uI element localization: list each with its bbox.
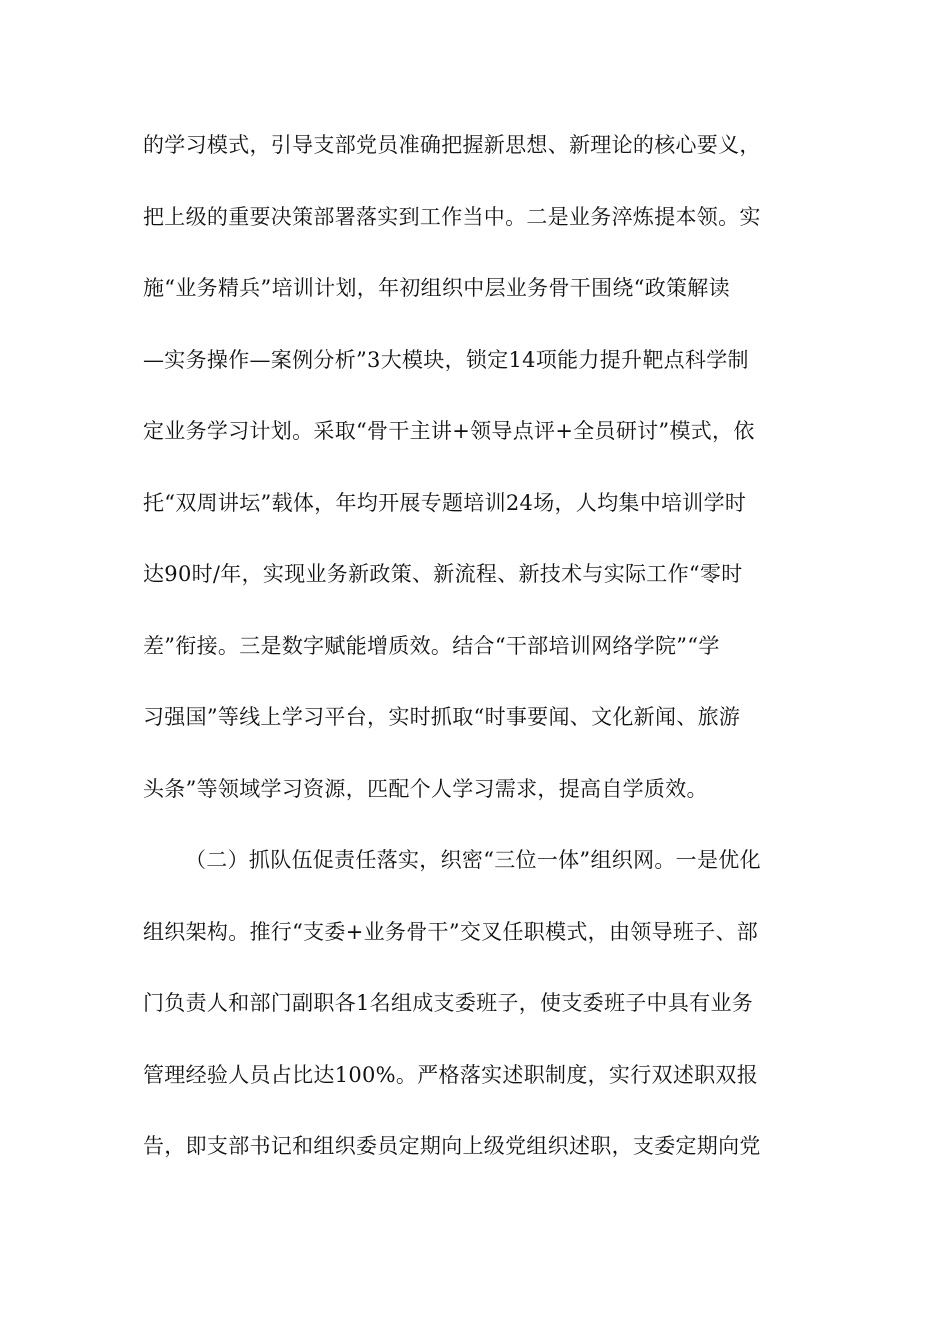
paragraph-line: 告，即支部书记和组织委员定期向上级党组织述职，支委定期向党 bbox=[143, 1134, 761, 1158]
section-heading-line: （二）抓队伍促责任落实，织密“三位一体”组织网。一是优化 bbox=[185, 848, 761, 872]
paragraph-line: 组织架构。推行“支委+业务骨干”交叉任职模式，由领导班子、部 bbox=[143, 919, 759, 944]
paragraph-line: 门负责人和部门副职各1名组成支委班子，使支委班子中具有业务 bbox=[143, 991, 754, 1015]
paragraph-line: 管理经验人员占比达100%。严格落实述职制度，实行双述职双报 bbox=[143, 1062, 759, 1087]
paragraph-line: 差”衔接。三是数字赋能增质效。结合“干部培训网络学院”“学 bbox=[143, 633, 720, 658]
paragraph-line: —实务操作—案例分析”3大模块，锁定14项能力提升靶点科学制 bbox=[143, 347, 749, 372]
paragraph-line: 达90时/年，实现业务新政策、新流程、新技术与实际工作“零时 bbox=[143, 562, 743, 586]
paragraph-line: 施“业务精兵”培训计划，年初组织中层业务骨干围绕“政策解读 bbox=[143, 276, 730, 300]
paragraph-line: 头条”等领域学习资源，匹配个人学习需求，提高自学质效。 bbox=[143, 776, 708, 801]
paragraph-line: 定业务学习计划。采取“骨干主讲+领导点评+全员研讨”模式，依 bbox=[143, 419, 755, 443]
paragraph-line: 的学习模式，引导支部党员准确把握新思想、新理论的核心要义， bbox=[143, 133, 761, 157]
paragraph-line: 把上级的重要决策部署落实到工作当中。二是业务淬炼提本领。实 bbox=[143, 204, 761, 229]
document-page bbox=[143, 124, 807, 1197]
paragraph-line: 托“双周讲坛”载体，年均开展专题培训24场，人均集中培训学时 bbox=[143, 490, 747, 515]
paragraph-line: 习强国”等线上学习平台，实时抓取“时事要闻、文化新闻、旅游 bbox=[143, 705, 741, 729]
